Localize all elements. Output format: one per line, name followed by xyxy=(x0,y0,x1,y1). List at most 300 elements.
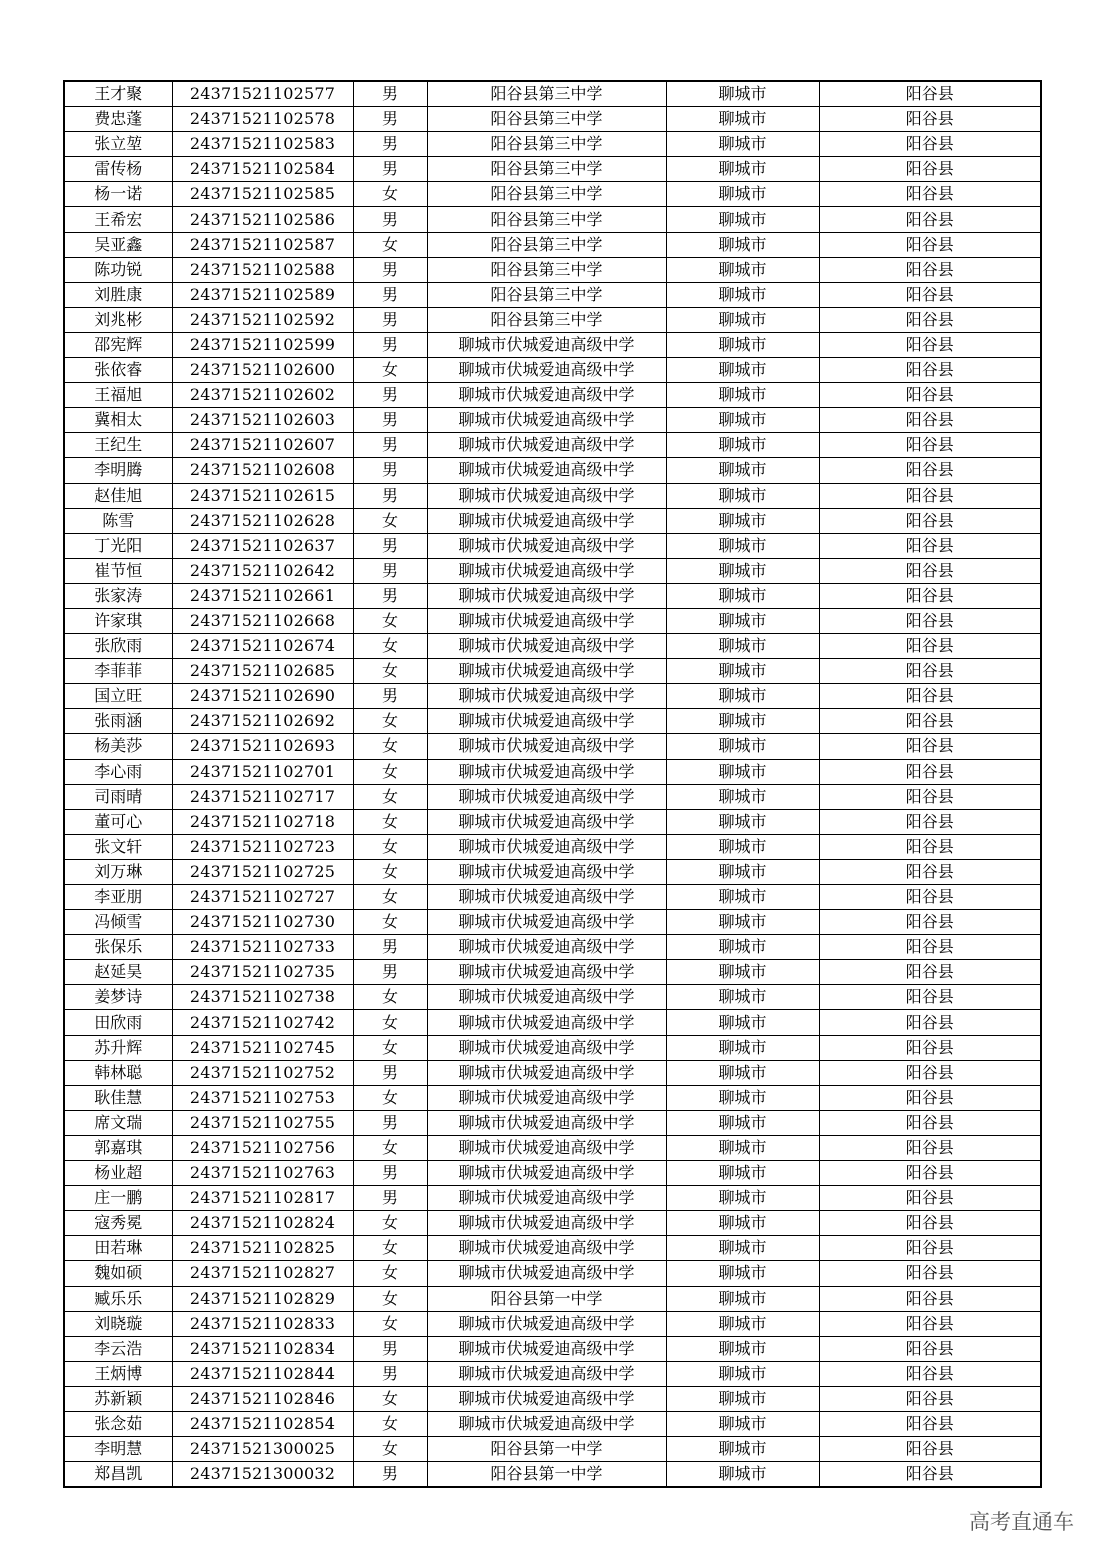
table-row xyxy=(64,960,1041,985)
cell-name: 王福旭 xyxy=(64,383,172,408)
cell-exam-id: 24371521102827 xyxy=(172,1261,353,1286)
cell-gender: 女 xyxy=(353,985,427,1010)
cell-city: 聊城市 xyxy=(666,1236,819,1261)
cell-gender: 男 xyxy=(353,935,427,960)
cell-county: 阳谷县 xyxy=(819,709,1041,734)
cell-name: 费忠蓬 xyxy=(64,107,172,132)
cell-exam-id: 24371521102642 xyxy=(172,558,353,583)
cell-gender: 男 xyxy=(353,307,427,332)
cell-name: 刘万琳 xyxy=(64,859,172,884)
cell-county: 阳谷县 xyxy=(819,1336,1041,1361)
cell-city: 聊城市 xyxy=(666,1462,819,1488)
cell-city: 聊城市 xyxy=(666,508,819,533)
cell-exam-id: 24371521300025 xyxy=(172,1437,353,1462)
cell-exam-id: 24371521102690 xyxy=(172,684,353,709)
cell-name: 雷传杨 xyxy=(64,157,172,182)
cell-name: 王才聚 xyxy=(64,81,172,107)
cell-exam-id: 24371521102755 xyxy=(172,1110,353,1135)
cell-city: 聊城市 xyxy=(666,910,819,935)
cell-name: 苏新颖 xyxy=(64,1386,172,1411)
cell-exam-id: 24371521102628 xyxy=(172,508,353,533)
table-row xyxy=(64,182,1041,207)
cell-gender: 女 xyxy=(353,608,427,633)
cell-county: 阳谷县 xyxy=(819,1085,1041,1110)
cell-gender: 女 xyxy=(353,910,427,935)
cell-city: 聊城市 xyxy=(666,960,819,985)
cell-county: 阳谷县 xyxy=(819,1462,1041,1488)
cell-city: 聊城市 xyxy=(666,659,819,684)
cell-gender: 女 xyxy=(353,1411,427,1436)
cell-name: 韩林聪 xyxy=(64,1060,172,1085)
cell-gender: 女 xyxy=(353,1261,427,1286)
cell-exam-id: 24371521102846 xyxy=(172,1386,353,1411)
cell-gender: 女 xyxy=(353,1437,427,1462)
cell-city: 聊城市 xyxy=(666,709,819,734)
cell-school: 聊城市伏城爱迪高级中学 xyxy=(427,608,666,633)
cell-school: 聊城市伏城爱迪高级中学 xyxy=(427,1110,666,1135)
student-roster-table xyxy=(63,80,1042,1488)
cell-gender: 女 xyxy=(353,634,427,659)
cell-gender: 女 xyxy=(353,759,427,784)
cell-school: 阳谷县第三中学 xyxy=(427,257,666,282)
cell-exam-id: 24371521102603 xyxy=(172,408,353,433)
cell-county: 阳谷县 xyxy=(819,1110,1041,1135)
cell-exam-id: 24371521102583 xyxy=(172,132,353,157)
cell-gender: 女 xyxy=(353,1236,427,1261)
cell-school: 聊城市伏城爱迪高级中学 xyxy=(427,1261,666,1286)
cell-exam-id: 24371521102825 xyxy=(172,1236,353,1261)
cell-name: 杨美莎 xyxy=(64,734,172,759)
table-row xyxy=(64,1361,1041,1386)
table-row xyxy=(64,1186,1041,1211)
cell-school: 阳谷县第三中学 xyxy=(427,132,666,157)
cell-gender: 男 xyxy=(353,684,427,709)
cell-gender: 男 xyxy=(353,483,427,508)
cell-school: 聊城市伏城爱迪高级中学 xyxy=(427,358,666,383)
cell-gender: 男 xyxy=(353,282,427,307)
cell-gender: 男 xyxy=(353,1060,427,1085)
cell-name: 李明慧 xyxy=(64,1437,172,1462)
cell-gender: 男 xyxy=(353,533,427,558)
cell-city: 聊城市 xyxy=(666,232,819,257)
cell-exam-id: 24371521102585 xyxy=(172,182,353,207)
cell-name: 姜梦诗 xyxy=(64,985,172,1010)
cell-name: 席文瑞 xyxy=(64,1110,172,1135)
cell-city: 聊城市 xyxy=(666,1261,819,1286)
cell-county: 阳谷县 xyxy=(819,107,1041,132)
table-row xyxy=(64,1386,1041,1411)
cell-school: 聊城市伏城爱迪高级中学 xyxy=(427,1211,666,1236)
cell-city: 聊城市 xyxy=(666,458,819,483)
cell-county: 阳谷县 xyxy=(819,132,1041,157)
cell-name: 张家涛 xyxy=(64,583,172,608)
cell-county: 阳谷县 xyxy=(819,307,1041,332)
table-row xyxy=(64,483,1041,508)
table-row xyxy=(64,885,1041,910)
cell-gender: 男 xyxy=(353,408,427,433)
cell-city: 聊城市 xyxy=(666,1361,819,1386)
cell-name: 张保乐 xyxy=(64,935,172,960)
cell-city: 聊城市 xyxy=(666,332,819,357)
cell-gender: 男 xyxy=(353,1161,427,1186)
cell-city: 聊城市 xyxy=(666,1311,819,1336)
cell-county: 阳谷县 xyxy=(819,759,1041,784)
table-row xyxy=(64,784,1041,809)
cell-gender: 男 xyxy=(353,1336,427,1361)
cell-school: 阳谷县第一中学 xyxy=(427,1462,666,1488)
cell-school: 聊城市伏城爱迪高级中学 xyxy=(427,960,666,985)
cell-exam-id: 24371521300032 xyxy=(172,1462,353,1488)
cell-gender: 女 xyxy=(353,1386,427,1411)
cell-county: 阳谷县 xyxy=(819,960,1041,985)
cell-name: 魏如硕 xyxy=(64,1261,172,1286)
cell-exam-id: 24371521102730 xyxy=(172,910,353,935)
cell-gender: 女 xyxy=(353,232,427,257)
table-row xyxy=(64,985,1041,1010)
cell-city: 聊城市 xyxy=(666,1336,819,1361)
table-row xyxy=(64,508,1041,533)
cell-county: 阳谷县 xyxy=(819,885,1041,910)
cell-county: 阳谷县 xyxy=(819,935,1041,960)
cell-school: 聊城市伏城爱迪高级中学 xyxy=(427,759,666,784)
cell-exam-id: 24371521102674 xyxy=(172,634,353,659)
cell-school: 聊城市伏城爱迪高级中学 xyxy=(427,659,666,684)
cell-exam-id: 24371521102844 xyxy=(172,1361,353,1386)
cell-name: 王希宏 xyxy=(64,207,172,232)
cell-name: 陈雪 xyxy=(64,508,172,533)
cell-exam-id: 24371521102727 xyxy=(172,885,353,910)
cell-city: 聊城市 xyxy=(666,608,819,633)
cell-gender: 女 xyxy=(353,734,427,759)
cell-exam-id: 24371521102745 xyxy=(172,1035,353,1060)
cell-gender: 男 xyxy=(353,558,427,583)
cell-gender: 女 xyxy=(353,1135,427,1160)
cell-exam-id: 24371521102725 xyxy=(172,859,353,884)
cell-city: 聊城市 xyxy=(666,1085,819,1110)
cell-exam-id: 24371521102685 xyxy=(172,659,353,684)
cell-city: 聊城市 xyxy=(666,859,819,884)
table-row xyxy=(64,1462,1041,1488)
cell-exam-id: 24371521102718 xyxy=(172,809,353,834)
cell-gender: 女 xyxy=(353,885,427,910)
table-row xyxy=(64,634,1041,659)
cell-exam-id: 24371521102717 xyxy=(172,784,353,809)
cell-gender: 男 xyxy=(353,332,427,357)
cell-gender: 男 xyxy=(353,583,427,608)
cell-city: 聊城市 xyxy=(666,433,819,458)
cell-county: 阳谷县 xyxy=(819,1060,1041,1085)
table-row xyxy=(64,935,1041,960)
cell-school: 阳谷县第三中学 xyxy=(427,207,666,232)
cell-city: 聊城市 xyxy=(666,408,819,433)
cell-city: 聊城市 xyxy=(666,107,819,132)
cell-gender: 男 xyxy=(353,1110,427,1135)
cell-name: 张立堃 xyxy=(64,132,172,157)
cell-school: 聊城市伏城爱迪高级中学 xyxy=(427,734,666,759)
table-row xyxy=(64,1261,1041,1286)
cell-exam-id: 24371521102578 xyxy=(172,107,353,132)
table-row xyxy=(64,659,1041,684)
cell-school: 聊城市伏城爱迪高级中学 xyxy=(427,709,666,734)
cell-exam-id: 24371521102693 xyxy=(172,734,353,759)
cell-exam-id: 24371521102833 xyxy=(172,1311,353,1336)
cell-school: 聊城市伏城爱迪高级中学 xyxy=(427,332,666,357)
cell-name: 赵佳旭 xyxy=(64,483,172,508)
cell-city: 聊城市 xyxy=(666,558,819,583)
cell-school: 聊城市伏城爱迪高级中学 xyxy=(427,1386,666,1411)
cell-school: 阳谷县第三中学 xyxy=(427,232,666,257)
cell-name: 李明腾 xyxy=(64,458,172,483)
cell-county: 阳谷县 xyxy=(819,684,1041,709)
cell-city: 聊城市 xyxy=(666,1186,819,1211)
cell-county: 阳谷县 xyxy=(819,1386,1041,1411)
cell-exam-id: 24371521102701 xyxy=(172,759,353,784)
cell-exam-id: 24371521102733 xyxy=(172,935,353,960)
cell-gender: 男 xyxy=(353,157,427,182)
table-row xyxy=(64,759,1041,784)
table-row xyxy=(64,1010,1041,1035)
table-row xyxy=(64,232,1041,257)
cell-county: 阳谷县 xyxy=(819,734,1041,759)
cell-name: 张欣雨 xyxy=(64,634,172,659)
cell-school: 聊城市伏城爱迪高级中学 xyxy=(427,935,666,960)
table-row xyxy=(64,1211,1041,1236)
table-row xyxy=(64,734,1041,759)
cell-school: 聊城市伏城爱迪高级中学 xyxy=(427,809,666,834)
cell-county: 阳谷县 xyxy=(819,784,1041,809)
cell-school: 阳谷县第三中学 xyxy=(427,107,666,132)
cell-school: 聊城市伏城爱迪高级中学 xyxy=(427,985,666,1010)
cell-gender: 女 xyxy=(353,1085,427,1110)
cell-school: 聊城市伏城爱迪高级中学 xyxy=(427,1085,666,1110)
cell-name: 郭嘉琪 xyxy=(64,1135,172,1160)
cell-name: 李心雨 xyxy=(64,759,172,784)
cell-name: 许家琪 xyxy=(64,608,172,633)
cell-exam-id: 24371521102692 xyxy=(172,709,353,734)
cell-school: 聊城市伏城爱迪高级中学 xyxy=(427,834,666,859)
cell-city: 聊城市 xyxy=(666,132,819,157)
cell-city: 聊城市 xyxy=(666,383,819,408)
cell-gender: 女 xyxy=(353,859,427,884)
cell-gender: 男 xyxy=(353,458,427,483)
cell-gender: 女 xyxy=(353,834,427,859)
table-row xyxy=(64,809,1041,834)
cell-county: 阳谷县 xyxy=(819,1286,1041,1311)
cell-county: 阳谷县 xyxy=(819,1035,1041,1060)
cell-gender: 女 xyxy=(353,1286,427,1311)
cell-city: 聊城市 xyxy=(666,1161,819,1186)
cell-school: 聊城市伏城爱迪高级中学 xyxy=(427,859,666,884)
cell-county: 阳谷县 xyxy=(819,257,1041,282)
cell-county: 阳谷县 xyxy=(819,809,1041,834)
cell-city: 聊城市 xyxy=(666,257,819,282)
cell-county: 阳谷县 xyxy=(819,634,1041,659)
cell-exam-id: 24371521102637 xyxy=(172,533,353,558)
cell-school: 聊城市伏城爱迪高级中学 xyxy=(427,408,666,433)
table-row xyxy=(64,81,1041,107)
cell-city: 聊城市 xyxy=(666,583,819,608)
table-row xyxy=(64,558,1041,583)
cell-city: 聊城市 xyxy=(666,1411,819,1436)
cell-school: 聊城市伏城爱迪高级中学 xyxy=(427,1336,666,1361)
table-row xyxy=(64,1411,1041,1436)
cell-school: 聊城市伏城爱迪高级中学 xyxy=(427,483,666,508)
cell-exam-id: 24371521102587 xyxy=(172,232,353,257)
cell-exam-id: 24371521102589 xyxy=(172,282,353,307)
cell-name: 李云浩 xyxy=(64,1336,172,1361)
cell-county: 阳谷县 xyxy=(819,608,1041,633)
cell-exam-id: 24371521102600 xyxy=(172,358,353,383)
cell-county: 阳谷县 xyxy=(819,1311,1041,1336)
table-row xyxy=(64,1085,1041,1110)
cell-name: 张念茹 xyxy=(64,1411,172,1436)
cell-city: 聊城市 xyxy=(666,1135,819,1160)
cell-county: 阳谷县 xyxy=(819,1186,1041,1211)
cell-gender: 女 xyxy=(353,182,427,207)
cell-city: 聊城市 xyxy=(666,985,819,1010)
cell-name: 董可心 xyxy=(64,809,172,834)
cell-gender: 男 xyxy=(353,207,427,232)
cell-school: 聊城市伏城爱迪高级中学 xyxy=(427,1010,666,1035)
cell-school: 聊城市伏城爱迪高级中学 xyxy=(427,885,666,910)
cell-county: 阳谷县 xyxy=(819,81,1041,107)
cell-gender: 女 xyxy=(353,809,427,834)
cell-gender: 男 xyxy=(353,107,427,132)
cell-gender: 女 xyxy=(353,1010,427,1035)
cell-exam-id: 24371521102602 xyxy=(172,383,353,408)
cell-gender: 女 xyxy=(353,1035,427,1060)
cell-city: 聊城市 xyxy=(666,1386,819,1411)
table-row xyxy=(64,1161,1041,1186)
cell-city: 聊城市 xyxy=(666,684,819,709)
cell-county: 阳谷县 xyxy=(819,1261,1041,1286)
cell-county: 阳谷县 xyxy=(819,1437,1041,1462)
cell-exam-id: 24371521102599 xyxy=(172,332,353,357)
cell-exam-id: 24371521102577 xyxy=(172,81,353,107)
cell-city: 聊城市 xyxy=(666,885,819,910)
cell-city: 聊城市 xyxy=(666,1110,819,1135)
cell-exam-id: 24371521102661 xyxy=(172,583,353,608)
table-row xyxy=(64,684,1041,709)
cell-gender: 男 xyxy=(353,433,427,458)
cell-school: 阳谷县第一中学 xyxy=(427,1437,666,1462)
cell-city: 聊城市 xyxy=(666,533,819,558)
cell-name: 王炳博 xyxy=(64,1361,172,1386)
cell-school: 聊城市伏城爱迪高级中学 xyxy=(427,634,666,659)
cell-city: 聊城市 xyxy=(666,1211,819,1236)
cell-county: 阳谷县 xyxy=(819,182,1041,207)
cell-county: 阳谷县 xyxy=(819,1211,1041,1236)
cell-gender: 女 xyxy=(353,784,427,809)
cell-exam-id: 24371521102817 xyxy=(172,1186,353,1211)
cell-school: 阳谷县第三中学 xyxy=(427,157,666,182)
cell-county: 阳谷县 xyxy=(819,659,1041,684)
cell-county: 阳谷县 xyxy=(819,583,1041,608)
cell-gender: 男 xyxy=(353,1361,427,1386)
cell-school: 阳谷县第三中学 xyxy=(427,307,666,332)
cell-school: 聊城市伏城爱迪高级中学 xyxy=(427,583,666,608)
cell-exam-id: 24371521102829 xyxy=(172,1286,353,1311)
cell-school: 聊城市伏城爱迪高级中学 xyxy=(427,784,666,809)
table-row xyxy=(64,282,1041,307)
cell-school: 聊城市伏城爱迪高级中学 xyxy=(427,1161,666,1186)
cell-county: 阳谷县 xyxy=(819,558,1041,583)
cell-county: 阳谷县 xyxy=(819,483,1041,508)
cell-school: 聊城市伏城爱迪高级中学 xyxy=(427,433,666,458)
cell-county: 阳谷县 xyxy=(819,508,1041,533)
cell-name: 冯倾雪 xyxy=(64,910,172,935)
cell-name: 陈功锐 xyxy=(64,257,172,282)
table-row xyxy=(64,1236,1041,1261)
cell-gender: 男 xyxy=(353,1186,427,1211)
cell-name: 刘胜康 xyxy=(64,282,172,307)
cell-exam-id: 24371521102756 xyxy=(172,1135,353,1160)
cell-city: 聊城市 xyxy=(666,1035,819,1060)
cell-city: 聊城市 xyxy=(666,207,819,232)
table-row xyxy=(64,207,1041,232)
cell-name: 庄一鹏 xyxy=(64,1186,172,1211)
table-row xyxy=(64,433,1041,458)
cell-name: 司雨晴 xyxy=(64,784,172,809)
cell-county: 阳谷县 xyxy=(819,859,1041,884)
cell-name: 李亚朋 xyxy=(64,885,172,910)
cell-exam-id: 24371521102588 xyxy=(172,257,353,282)
cell-name: 刘晓璇 xyxy=(64,1311,172,1336)
cell-school: 聊城市伏城爱迪高级中学 xyxy=(427,383,666,408)
cell-gender: 男 xyxy=(353,383,427,408)
cell-county: 阳谷县 xyxy=(819,332,1041,357)
cell-school: 阳谷县第三中学 xyxy=(427,81,666,107)
table-row xyxy=(64,910,1041,935)
cell-exam-id: 24371521102834 xyxy=(172,1336,353,1361)
cell-gender: 女 xyxy=(353,1311,427,1336)
cell-county: 阳谷县 xyxy=(819,533,1041,558)
cell-city: 聊城市 xyxy=(666,307,819,332)
cell-exam-id: 24371521102723 xyxy=(172,834,353,859)
cell-exam-id: 24371521102763 xyxy=(172,1161,353,1186)
table-row xyxy=(64,583,1041,608)
cell-county: 阳谷县 xyxy=(819,1010,1041,1035)
cell-name: 赵延昊 xyxy=(64,960,172,985)
table-row xyxy=(64,533,1041,558)
cell-exam-id: 24371521102592 xyxy=(172,307,353,332)
cell-county: 阳谷县 xyxy=(819,408,1041,433)
cell-county: 阳谷县 xyxy=(819,157,1041,182)
cell-city: 聊城市 xyxy=(666,634,819,659)
cell-city: 聊城市 xyxy=(666,759,819,784)
cell-name: 王纪生 xyxy=(64,433,172,458)
cell-school: 阳谷县第一中学 xyxy=(427,1286,666,1311)
cell-city: 聊城市 xyxy=(666,358,819,383)
cell-name: 杨业超 xyxy=(64,1161,172,1186)
cell-gender: 男 xyxy=(353,1462,427,1488)
cell-county: 阳谷县 xyxy=(819,433,1041,458)
cell-school: 聊城市伏城爱迪高级中学 xyxy=(427,1361,666,1386)
cell-city: 聊城市 xyxy=(666,935,819,960)
cell-exam-id: 24371521102753 xyxy=(172,1085,353,1110)
cell-gender: 男 xyxy=(353,81,427,107)
roster-body xyxy=(64,81,1041,1487)
table-row xyxy=(64,157,1041,182)
table-row xyxy=(64,107,1041,132)
table-row xyxy=(64,859,1041,884)
cell-name: 臧乐乐 xyxy=(64,1286,172,1311)
cell-school: 聊城市伏城爱迪高级中学 xyxy=(427,1060,666,1085)
cell-city: 聊城市 xyxy=(666,282,819,307)
cell-county: 阳谷县 xyxy=(819,207,1041,232)
cell-exam-id: 24371521102586 xyxy=(172,207,353,232)
cell-school: 聊城市伏城爱迪高级中学 xyxy=(427,558,666,583)
